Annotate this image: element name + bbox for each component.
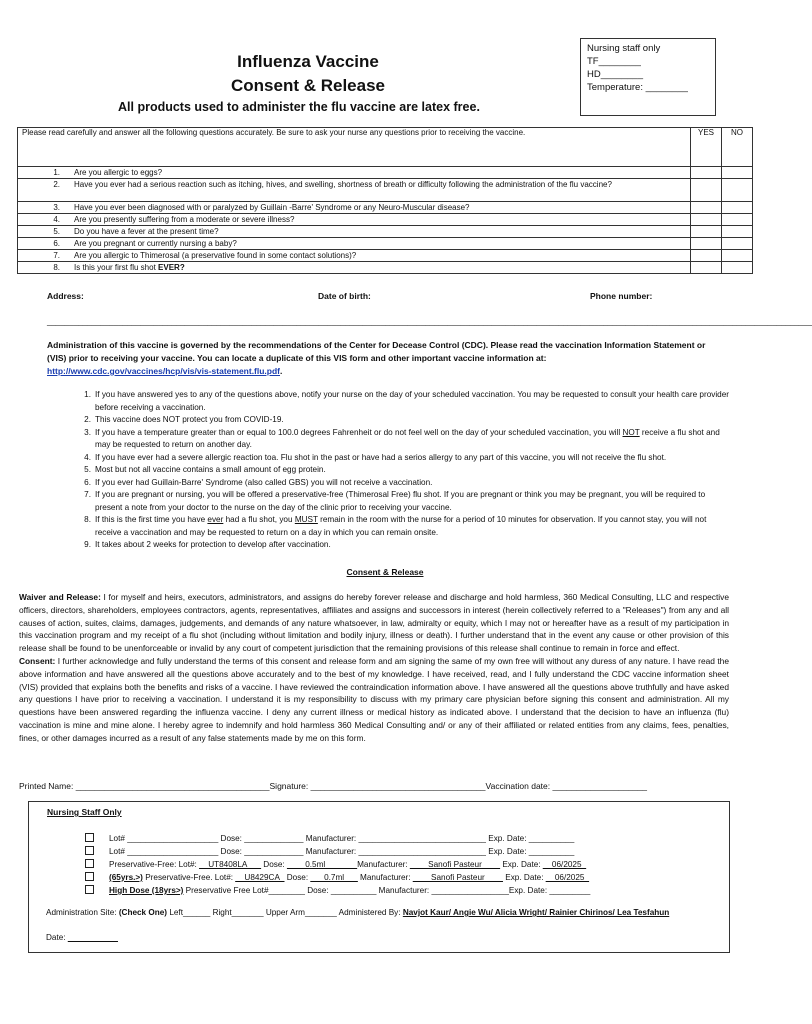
- nursing-staff-title: Nursing Staff Only: [47, 807, 122, 817]
- no-cell[interactable]: [722, 167, 753, 179]
- lot-row-high-dose[interactable]: High Dose (18yrs>) Preservative Free Lot#________ Dose: __________ Manufacturer: _________________Exp. Date: _________: [85, 885, 590, 895]
- no-cell[interactable]: [722, 226, 753, 238]
- staff-box-heading: Nursing staff only: [587, 43, 661, 54]
- staff-box-hd[interactable]: HD________: [587, 69, 643, 80]
- list-item: 7. If you are pregnant or nursing, you will be offered a preservative-free (Thimerosal Free) flu shot. If you are pregnant or think you may be pregnant, you will be required to present a note from your doctor to the nurse on the day of the clinic prior to receiving your vaccine.: [84, 490, 706, 512]
- waiver-text: I for myself and heirs, executors, administrators, and assigns do hereby forever release and discharge and hold harmless, 360 Medical Consulting, LLC and respective officers, directors, shareholders, employees contractors, agents, representatives, affiliates and assigns and successors in interest (herein collectively referred to a "Releases") from any and all causes of action, suites, claims, damages, judgements, and demands of any nature whatsoever, in law, admiralty or equity, which I may not or hereafter have as a result of my participation in this vaccination program and my receipt of a flu shot (including without limitation and bodily injury, illness or death). I further understand that in the event any cause or other provision of this release shall be found to be unenforceable or invalid by any court of competent jurisdiction that the remaining provisions of this release shall continue to remain in force and effect.: [19, 592, 729, 654]
- emphasis-ever: ever: [207, 515, 224, 524]
- divider-line: ____________________________________________________________________________________________________________________________________________________________________________: [47, 317, 812, 326]
- yes-column-header: YES: [691, 128, 722, 167]
- question-row: 1. Are you allergic to eggs?: [18, 167, 753, 179]
- lot-row-preservative-free[interactable]: Preservative-Free: Lot#: __UT8408LA___ Dose: ____0.5ml_______Manufacturer: ____Sanofi Pasteur____ Exp. Date: __06/2025_: [85, 859, 586, 869]
- question-row: 3. Have you ever been diagnosed with or paralyzed by Guillain -Barre' Syndrome or any Neuro-Muscular disease?: [18, 202, 753, 214]
- consent-label: Consent:: [19, 655, 56, 666]
- list-item: 2. This vaccine does NOT protect you from COVID-19.: [84, 415, 284, 424]
- question-text: Are you pregnant or currently nursing a baby?: [74, 239, 237, 248]
- list-item: 3. If you have a temperature greater than or equal to 100.0 degrees Fahrenheit or do not feel well on the day of your scheduled vaccination, you will NOT receive a flu shot and may be requested to return on another day.: [84, 427, 720, 449]
- staff-box-tf[interactable]: TF________: [587, 56, 641, 67]
- yes-cell[interactable]: [691, 250, 722, 262]
- yes-cell[interactable]: [691, 262, 722, 274]
- question-text: Have you ever been diagnosed with or paralyzed by Guillain -Barre' Syndrome or any Neuro-Muscular disease?: [74, 203, 470, 212]
- question-text: Are you allergic to Thimerosal (a preservative found in some contact solutions)?: [74, 251, 357, 260]
- printed-name-field[interactable]: Printed Name: _________________________________________: [19, 781, 270, 791]
- page-title: Influenza Vaccine: [237, 52, 379, 71]
- list-item: 6. If you ever had Guillain-Barre' Syndrome (also called GBS) you will not receive a vaccination.: [84, 477, 433, 487]
- checkbox[interactable]: [85, 872, 94, 881]
- phone-label[interactable]: Phone number:: [590, 291, 653, 301]
- no-cell[interactable]: [722, 214, 753, 226]
- screening-questions-table: [17, 127, 753, 274]
- vis-link[interactable]: http://www.cdc.gov/vaccines/hcp/vis/vis-statement.flu.pdf: [47, 366, 281, 376]
- lot-row[interactable]: Lot# ____________________ Dose: _____________ Manufacturer: ____________________________ Exp. Date: __________: [85, 846, 574, 856]
- checkbox[interactable]: [85, 846, 94, 855]
- list-item: 1. If you have answered yes to any of the questions above, notify your nurse on the day of your scheduled vaccination. You may be requested to consult your health care provider before receiving a vaccination.: [84, 390, 730, 412]
- list-item: 5. Most but not all vaccine contains a small amount of egg protein.: [84, 465, 326, 474]
- list-item: 4. If you have ever had a severe allergic reaction toa. Flu shot in the past or have had a serios allergy to any part of this vaccine, you will not receive the flu shot.: [84, 452, 667, 462]
- signature-line: [19, 781, 647, 791]
- yes-cell[interactable]: [691, 214, 722, 226]
- list-item: 8. If this is the first time you have ever had a flu shot, you MUST remain in the room with the nurse for a period of 10 minutes for observation. If you cannot stay, you will not receive a vaccination and may be requested to return on a day in which you can remain onsite.: [84, 515, 707, 537]
- vaccination-date-field[interactable]: Vaccination date: ____________________: [485, 781, 648, 791]
- no-cell[interactable]: [722, 202, 753, 214]
- question-text: Have you ever had a serious reaction such as itching, hives, and swelling, shortness of breath or difficulty following the administration of the flu vaccine?: [74, 180, 612, 189]
- question-emphasis: EVER?: [158, 263, 185, 272]
- question-row: 2. Have you ever had a serious reaction such as itching, hives, and swelling, shortness of breath or difficulty following the administration of the flu vaccine?: [18, 179, 753, 202]
- yes-cell[interactable]: [691, 179, 722, 202]
- checkbox[interactable]: [85, 859, 94, 868]
- emphasis-not: NOT: [622, 427, 640, 437]
- dob-label[interactable]: Date of birth:: [318, 291, 371, 301]
- question-row: 8. Is this your first flu shot EVER?: [18, 262, 753, 274]
- lot-row-65plus[interactable]: (65yrs.>) Preservative-Free. Lot#: __U8429CA_ Dose: ___0.7ml___ Manufacturer: ____Sanofi Pasteur____ Exp. Date: __06/2025_: [85, 872, 589, 882]
- page-title-line2: Consent & Release: [231, 76, 385, 95]
- no-cell[interactable]: [722, 238, 753, 250]
- consent-text: I further acknowledge and fully understand the terms of this consent and release form and am signing the same of my own free will without any duress of any nature. I have read the above information and have answered all the questions above accurately and to the best of my knowledge. I have received, read, and I fully understand the CDC vaccine information sheet (VIS) provided that explains both the benefits and risks of a vaccine. I have reviewed the contraindication information above. I have answered all the questions above truthfully and have asked any questions I have prior to receiving a vaccination. I understand it is my responsibility to discuss with my primary care physician before signing this consent and administration. All my questions have been answered regarding the influenza vaccine. I deny any current illness or medical history as indicated above. I understand that the decision to have an influenza (flu) vaccination is mine and mine alone. I hereby agree to indemnify and hold harmless 360 Medical Consulting and/ or any of their affiliated or related entities from any claims, fees, penalties, fines, or other damages incurred as a result of any false statements made by me on this form.: [19, 655, 729, 743]
- administration-notice: Administration of this vaccine is governed by the recommendations of the Center for Decease Control (CDC). Please read the vaccination Information Statement or (VIS) prior to receiving your vaccine. You can locate a duplicate of this VIS form and other important vaccine information at: http://www.cdc.gov/vaccines/hcp/vis/vis-statement.flu.pdf.: [47, 340, 706, 376]
- yes-cell[interactable]: [691, 238, 722, 250]
- address-label[interactable]: Address:: [47, 291, 84, 301]
- signature-field[interactable]: Signature: _____________________________________: [269, 781, 486, 791]
- yes-cell[interactable]: [691, 202, 722, 214]
- nursing-staff-box: [580, 38, 716, 116]
- question-text: Is this your first flu shot: [74, 263, 159, 272]
- consent-release-heading: Consent & Release: [346, 567, 424, 577]
- question-text: Are you presently suffering from a moderate or severe illness?: [74, 215, 295, 224]
- question-row: 5. Do you have a fever at the present time?: [18, 226, 753, 238]
- administration-text: Administration of this vaccine is governed by the recommendations of the Center for Decease Control (CDC). Please read the vaccination Information Statement or (VIS) prior to receiving your vaccine. You can locate a duplicate of this VIS form and other important vaccine information at:: [47, 340, 706, 363]
- waiver-label: Waiver and Release:: [19, 592, 101, 602]
- no-cell[interactable]: [722, 250, 753, 262]
- latex-free-notice: All products used to administer the flu vaccine are latex free.: [118, 100, 480, 114]
- question-row: 6. Are you pregnant or currently nursing a baby?: [18, 238, 753, 250]
- vaccination-notes-list: [47, 389, 732, 552]
- staff-box-temperature[interactable]: Temperature: ________: [587, 82, 688, 93]
- question-text: Do you have a fever at the present time?: [74, 227, 219, 236]
- question-row: 4. Are you presently suffering from a moderate or severe illness?: [18, 214, 753, 226]
- nursing-staff-section: [28, 801, 730, 953]
- checkbox[interactable]: [85, 885, 94, 894]
- list-item: 9. It takes about 2 weeks for protection to develop after vaccination.: [84, 540, 331, 549]
- staff-date-line[interactable]: Date: ___________: [46, 933, 118, 942]
- questions-instructions: Please read carefully and answer all the following questions accurately. Be sure to ask your nurse any questions prior to receiving the vaccine.: [18, 128, 691, 167]
- no-cell[interactable]: [722, 179, 753, 202]
- yes-cell[interactable]: [691, 226, 722, 238]
- no-cell[interactable]: [722, 262, 753, 274]
- question-row: 7. Are you allergic to Thimerosal (a preservative found in some contact solutions)?: [18, 250, 753, 262]
- waiver-and-consent-text: [19, 591, 729, 745]
- checkbox[interactable]: [85, 833, 94, 842]
- yes-cell[interactable]: [691, 167, 722, 179]
- emphasis-must: MUST: [294, 515, 318, 524]
- administered-by-names: Navjot Kaur/ Angie Wu/ Alicia Wright/ Rainier Chirinos/ Lea Tesfahun: [402, 908, 670, 917]
- administration-site-line: Administration Site: (Check One) Left______ Right_______ Upper Arm_______ Administered By: Navjot Kaur/ Angie Wu/ Alicia Wright/ Rainier Chirinos/ Lea Tesfahun: [46, 908, 670, 917]
- lot-row[interactable]: Lot# ____________________ Dose: _____________ Manufacturer: ____________________________ Exp. Date: __________: [85, 833, 574, 843]
- no-column-header: NO: [722, 128, 753, 167]
- question-text: Are you allergic to eggs?: [74, 168, 163, 177]
